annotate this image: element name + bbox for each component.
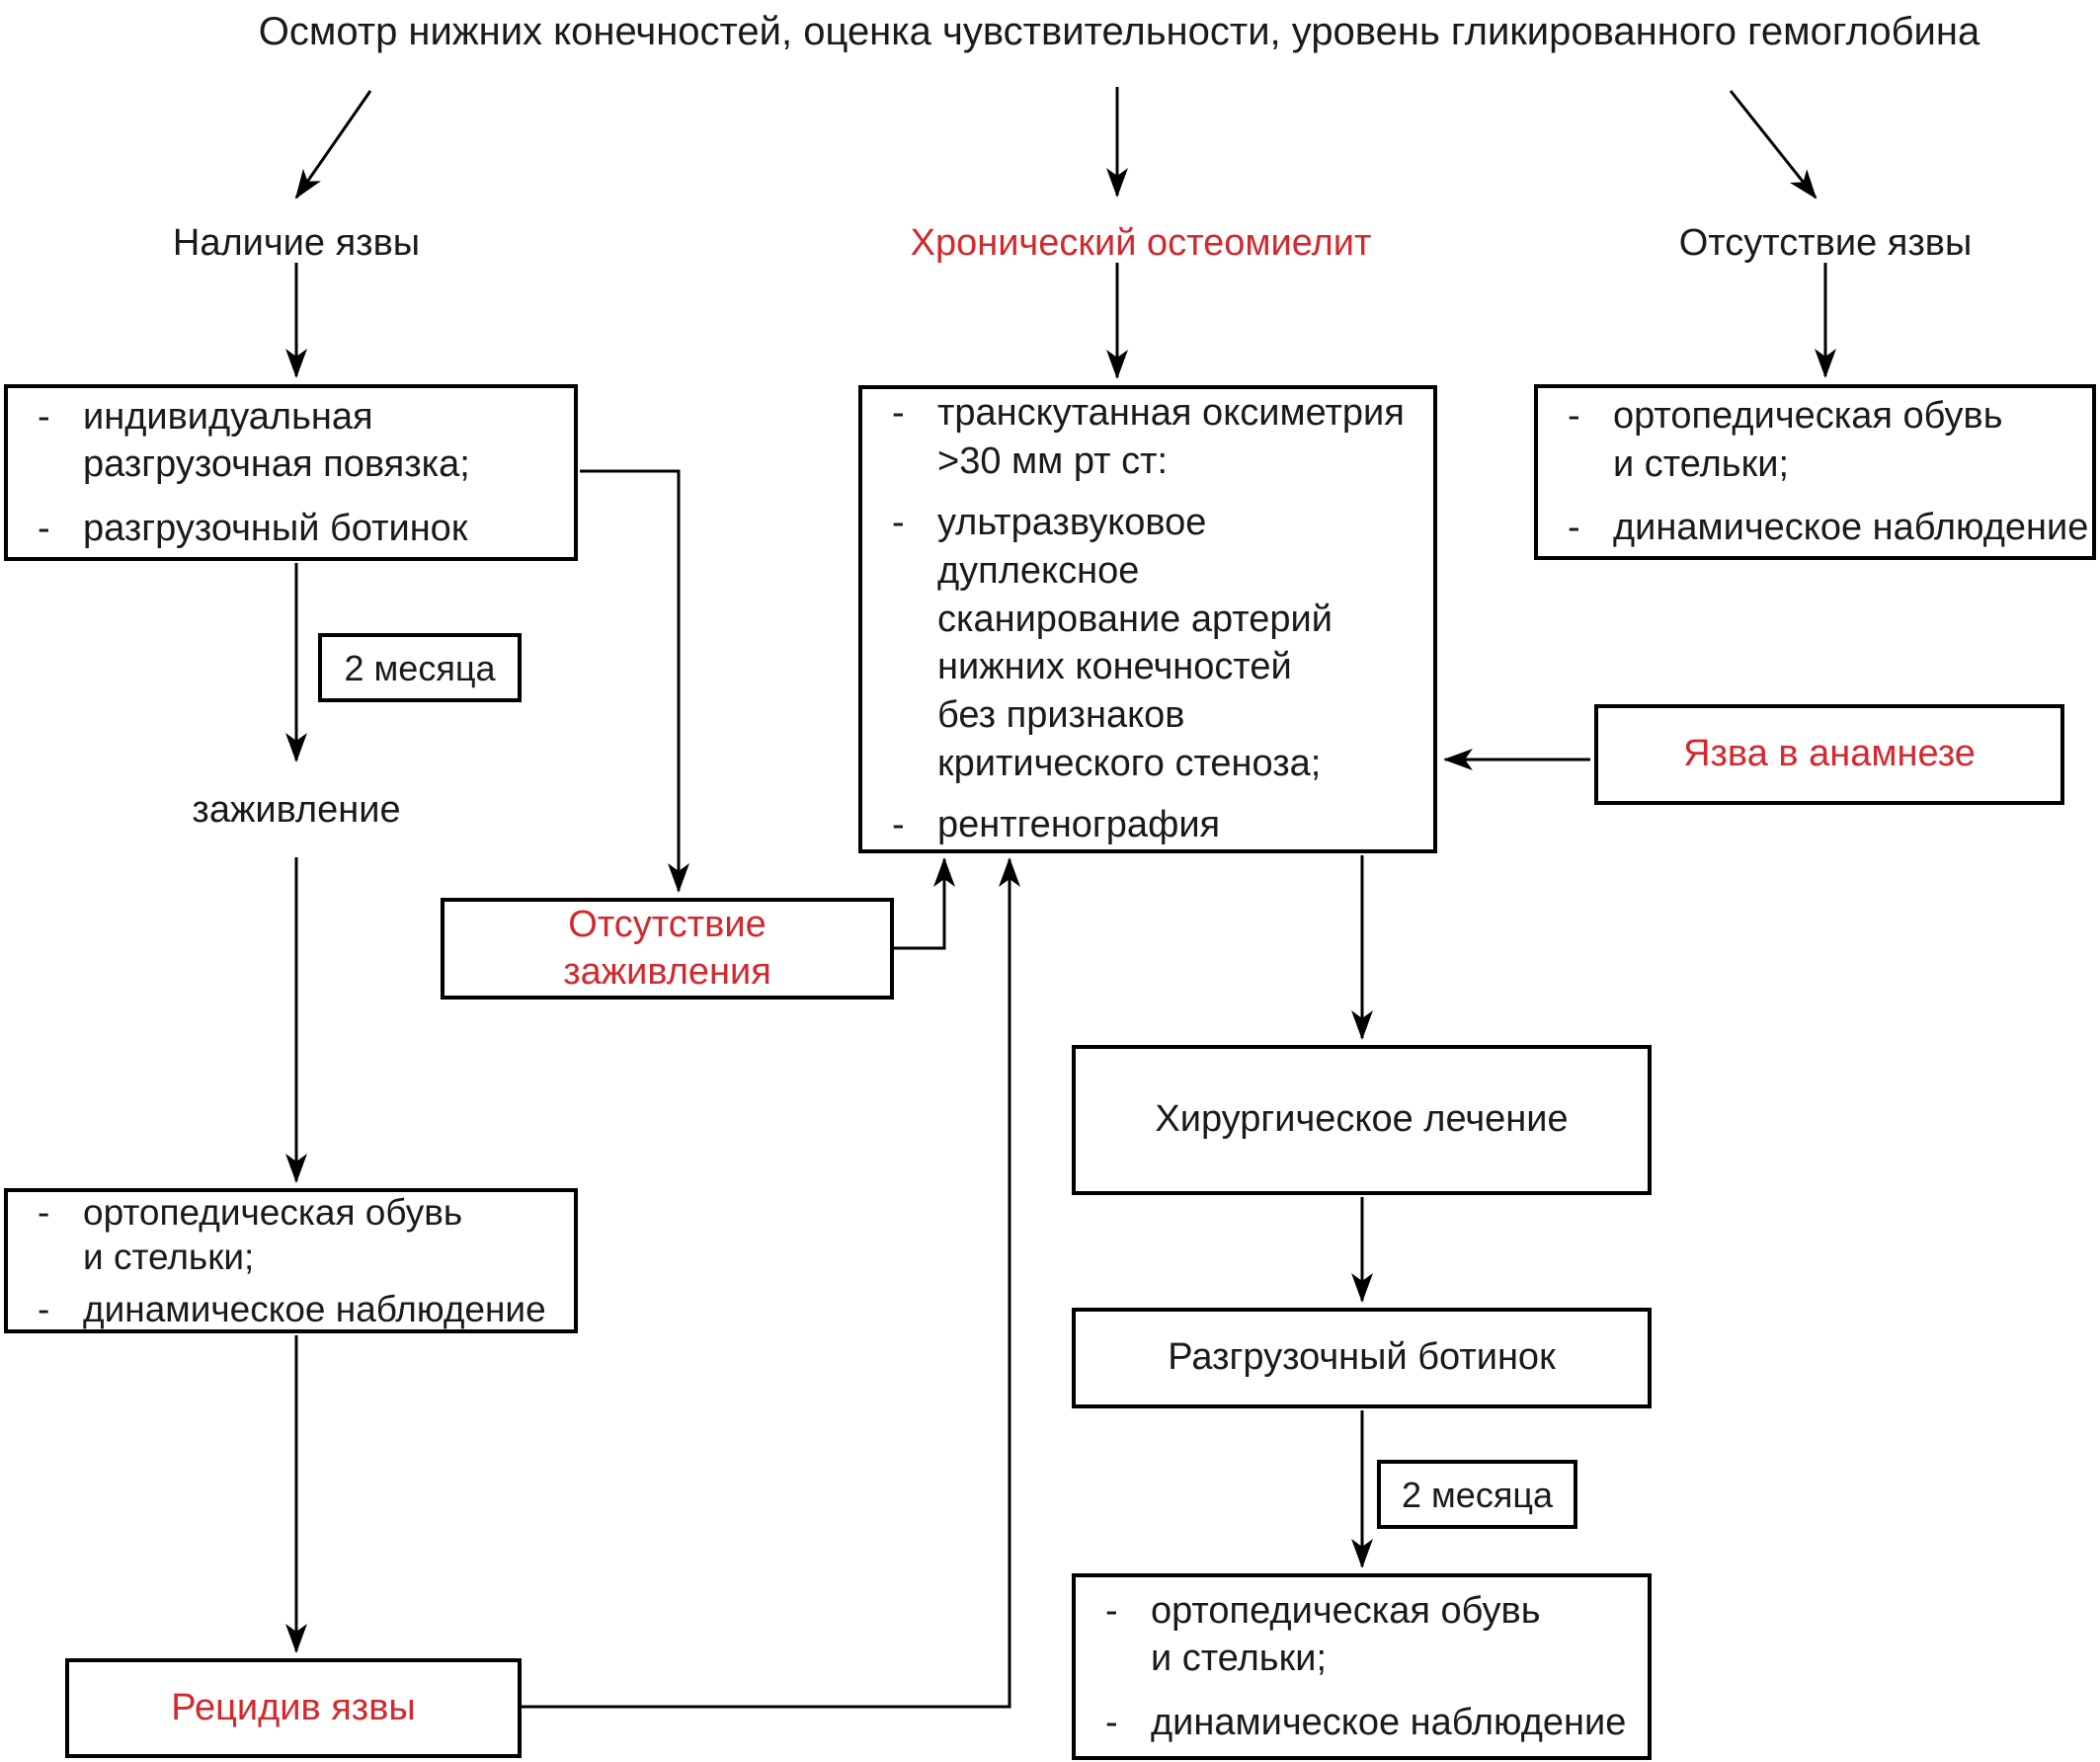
list-item [1076, 1587, 1648, 1683]
list-item [8, 393, 574, 489]
text-line: без признаков [937, 693, 1185, 736]
text-line: заживления [563, 950, 771, 993]
list-item [862, 499, 1433, 787]
page-title: Осмотр нижних конечностей, оценка чувствительности, уровень гликированного гемоглобина [258, 10, 1980, 53]
text-line: динамическое наблюдение [1613, 507, 2089, 549]
bullet-dash: - [892, 502, 905, 544]
text-line: ортопедическая обувь [1151, 1589, 1541, 1632]
text-line: 2 месяца [344, 647, 496, 688]
node-ulcer-relapse [65, 1658, 522, 1758]
node-surgical-treatment [1072, 1045, 1652, 1195]
node-individual-offloading [4, 384, 578, 561]
list-item [862, 389, 1433, 485]
node-two-months-right [1377, 1460, 1577, 1529]
text-line: >30 мм рт ст: [937, 440, 1169, 482]
list-item [8, 505, 574, 553]
list-item [862, 801, 1433, 849]
list-item [1538, 504, 2092, 552]
text-line: критического стеноза; [937, 742, 1322, 784]
node-orthopedic-right [1534, 384, 2096, 560]
node-diagnostics [858, 385, 1437, 853]
text-line: и стельки; [83, 1236, 255, 1277]
bullet-dash: - [38, 1289, 50, 1330]
text-line: нижних конечностей [937, 646, 1292, 688]
text-line: и стельки; [1613, 442, 1790, 485]
text-line: динамическое наблюдение [83, 1289, 546, 1330]
text-line: ортопедическая обувь [1613, 395, 2003, 438]
bullet-dash: - [1105, 1701, 1118, 1743]
bullet-dash: - [1568, 507, 1580, 549]
text-line: индивидуальная [83, 395, 373, 438]
node-offloading-boot [1072, 1308, 1652, 1408]
label-ulcer-present: Наличие язвы [172, 222, 421, 264]
node-no-healing [441, 898, 894, 1000]
text-line: Хирургическое лечение [1155, 1098, 1569, 1141]
arrow-title-to-ulcer-absent [1731, 91, 1816, 198]
bullet-dash: - [1568, 395, 1580, 438]
text-line: сканирование артерий [937, 598, 1333, 640]
text-line: и стельки; [1151, 1638, 1328, 1680]
list-item [1076, 1699, 1648, 1747]
text-line: разгрузочный ботинок [83, 507, 468, 549]
bullet-dash: - [1105, 1589, 1118, 1632]
arrow-offloading-to-no-healing [580, 471, 679, 891]
bullet-dash: - [38, 1191, 50, 1233]
text-line: динамическое наблюдение [1151, 1701, 1627, 1743]
label-chronic-osteomyelitis: Хронический остеомиелит [910, 222, 1372, 264]
text-line: Рецидив язвы [171, 1686, 416, 1728]
text-line: Язва в анамнезе [1683, 733, 1976, 775]
node-orthopedic-left [4, 1188, 578, 1333]
bullet-dash: - [38, 395, 50, 438]
list-item [8, 1287, 574, 1331]
text-line: ортопедическая обувь [83, 1191, 463, 1233]
text-line: Отсутствие [568, 904, 767, 945]
bullet-dash: - [892, 392, 905, 435]
text-line: разгрузочная повязка; [83, 443, 470, 486]
node-ulcer-history [1594, 704, 2064, 805]
list-item [8, 1190, 574, 1279]
label-ulcer-absent: Отсутствие язвы [1678, 222, 1973, 264]
arrow-title-to-ulcer-present [296, 91, 370, 198]
text-line: транскутанная оксиметрия [937, 392, 1405, 435]
text-line: дуплексное [937, 550, 1140, 593]
text-line: Разгрузочный ботинок [1168, 1336, 1556, 1379]
bullet-dash: - [38, 507, 50, 549]
text-line: 2 месяца [1402, 1474, 1553, 1515]
bullet-dash: - [892, 804, 905, 846]
label-healing: заживление [192, 789, 401, 831]
node-orthopedic-bottom [1072, 1573, 1652, 1760]
text-line: ультразвуковое [937, 502, 1207, 544]
list-item [1538, 392, 2092, 488]
node-two-months-left [318, 633, 522, 702]
text-line: рентгенография [937, 804, 1221, 846]
arrow-no-healing-to-diagnostics [892, 859, 944, 948]
